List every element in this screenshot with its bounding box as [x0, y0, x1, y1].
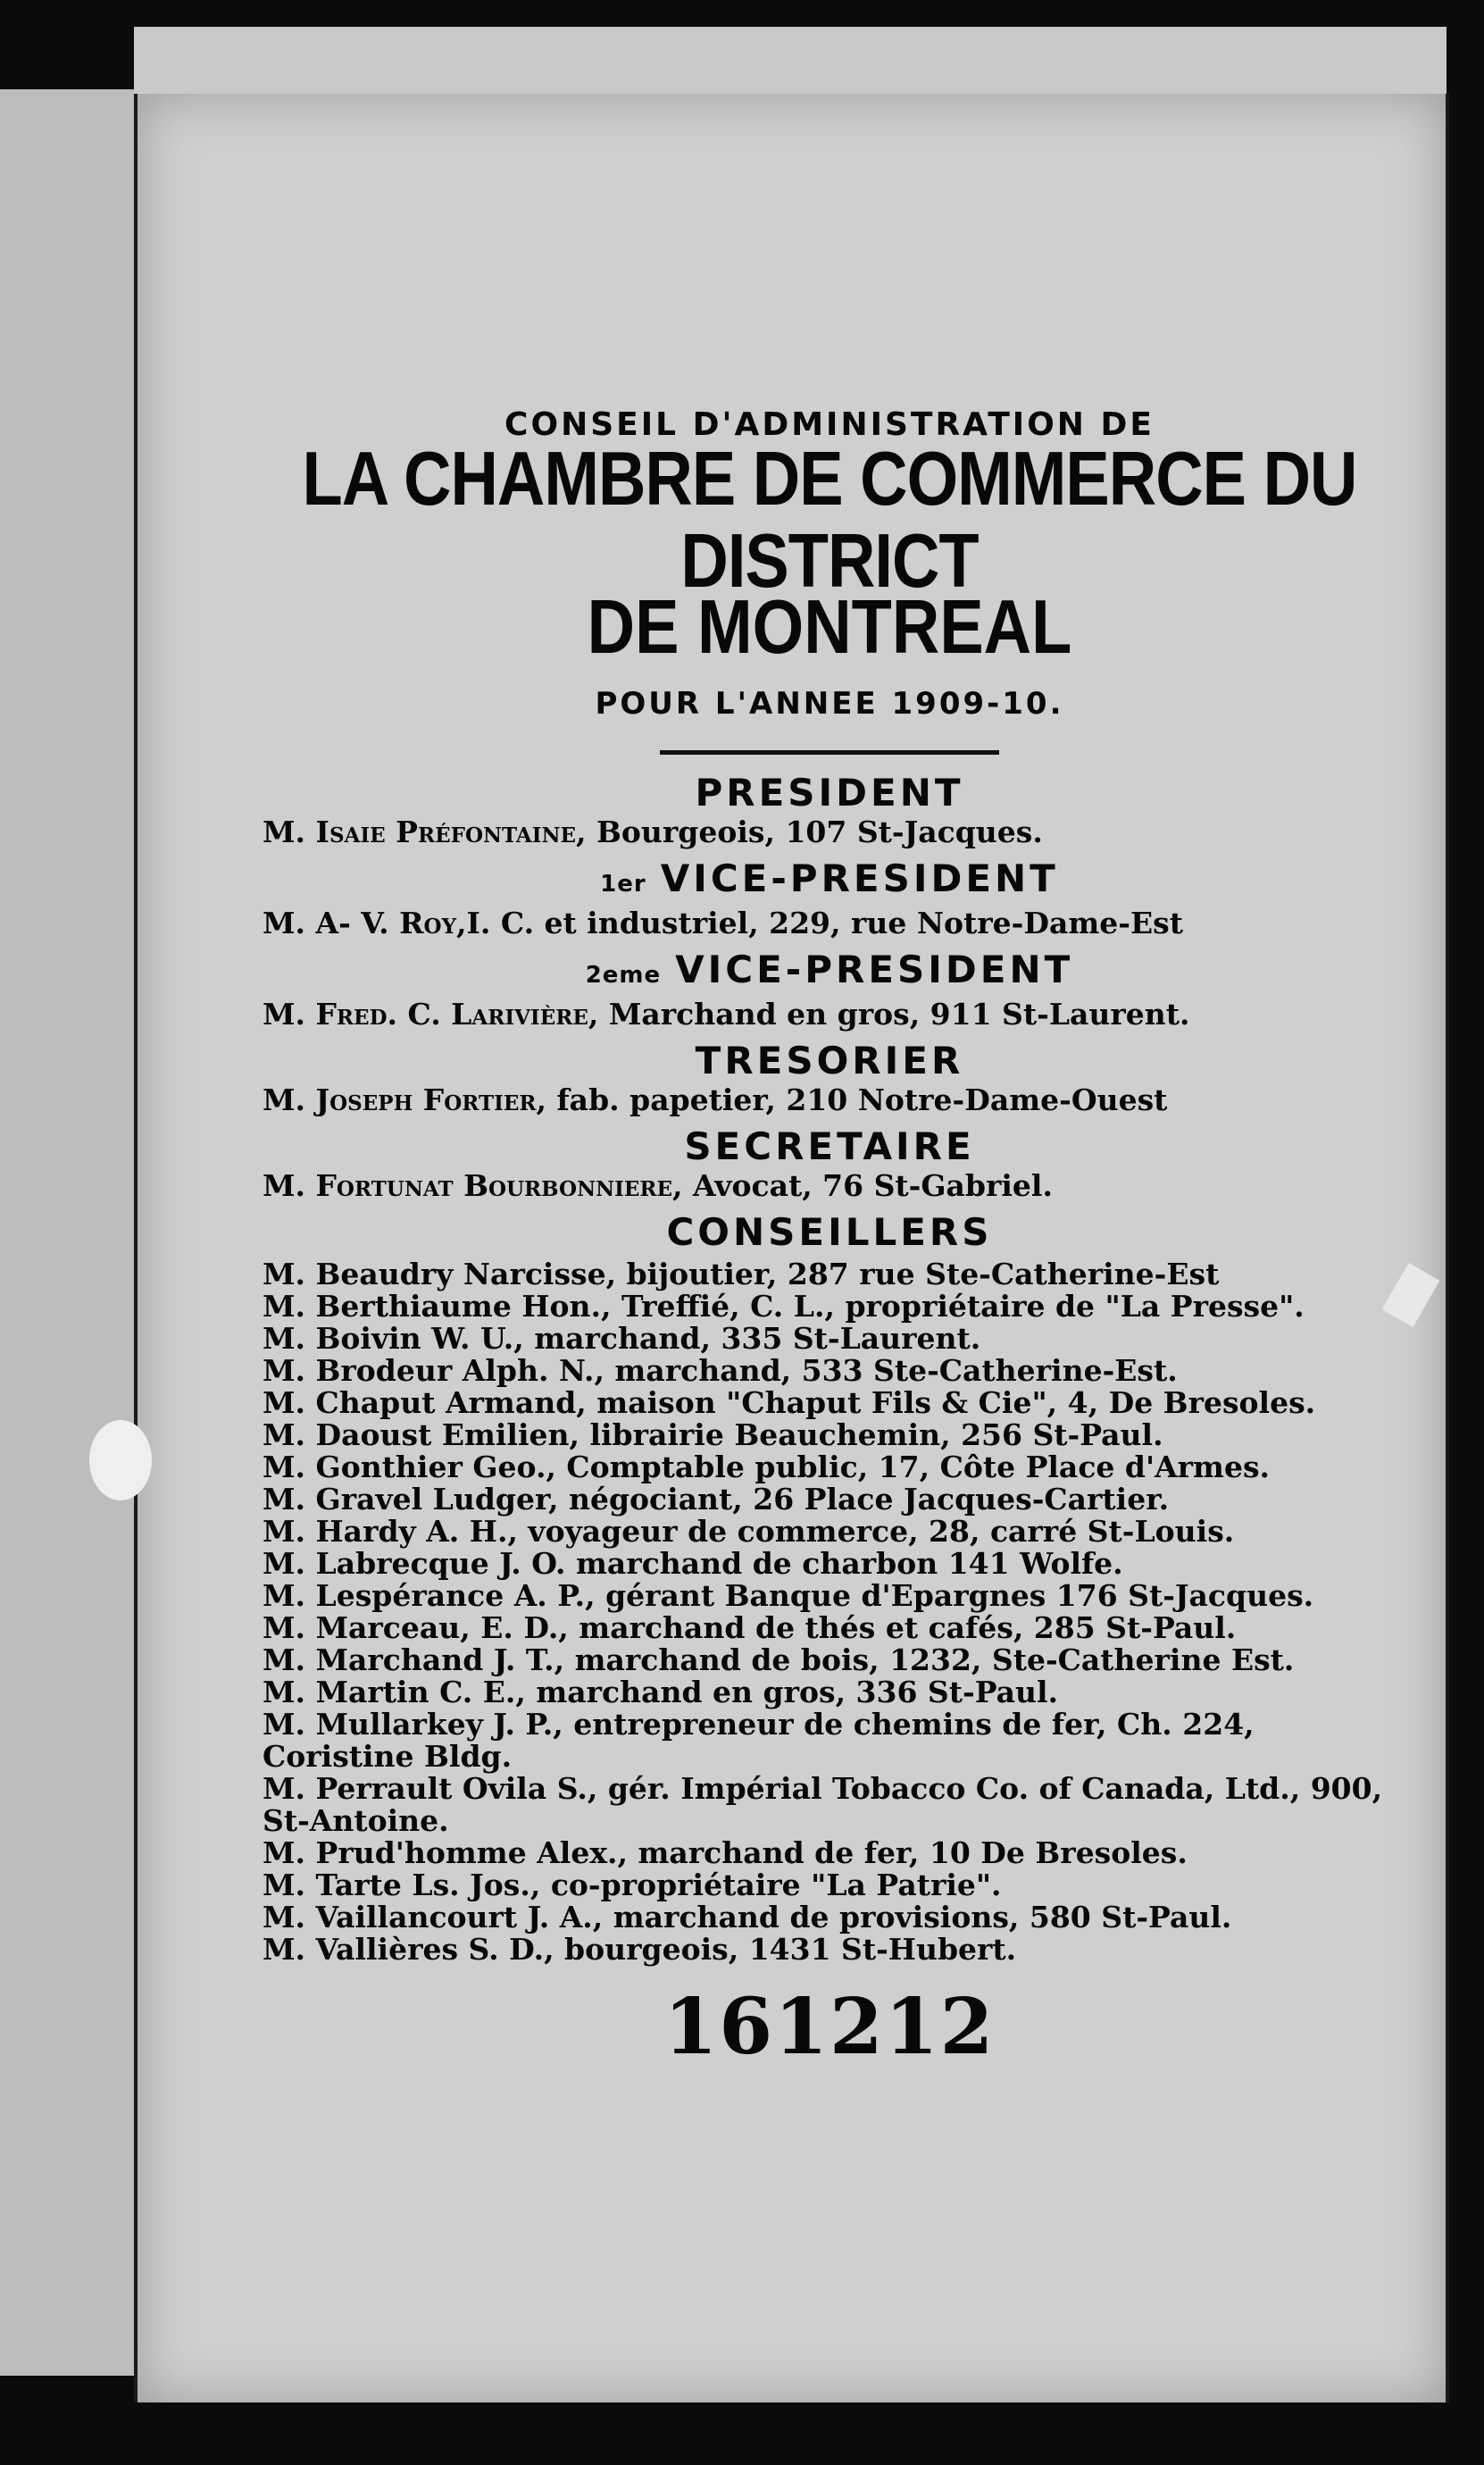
section-prefix: 2eme	[585, 962, 662, 989]
officer-name: M. A- V. Roy,	[263, 906, 467, 940]
list-item: M. Tarte Ls. Jos., co-propriétaire "La Patrie".	[263, 1868, 1002, 1902]
officer-block-president	[263, 771, 1396, 849]
section-title: TRESORIER	[695, 1039, 964, 1082]
officer-name: M. Joseph Fortier,	[263, 1082, 546, 1117]
officer-entry	[263, 815, 1396, 849]
list-item: M. Lespérance A. P., gérant Banque d'Epargnes 176 St-Jacques.	[263, 1578, 1314, 1613]
page-content	[263, 290, 1396, 2072]
officer-block-vp1	[263, 856, 1396, 940]
title-line-2: DE MONTREAL	[587, 583, 1072, 670]
list-item: M. Marchand J. T., marchand de bois, 1232, Ste-Catherine Est.	[263, 1642, 1295, 1677]
officer-block-vp2	[263, 948, 1396, 1032]
list-item: M. Hardy A. H., voyageur de commerce, 28, carré St-Louis.	[263, 1514, 1235, 1549]
list-item: M. Berthiaume Hon., Treffié, C. L., propriétaire de "La Presse".	[263, 1289, 1305, 1324]
officer-name: M. Isaie Préfontaine,	[263, 815, 587, 849]
list-item: M. Gonthier Geo., Comptable public, 17, Côte Place d'Armes.	[263, 1450, 1271, 1484]
officer-detail: I. C. et industriel, 229, rue Notre-Dame-Est	[466, 906, 1183, 940]
list-item: M. Prud'homme Alex., marchand de fer, 10 De Bresoles.	[263, 1835, 1188, 1870]
officer-name: M. Fred. C. Larivière,	[263, 997, 599, 1032]
list-item: M. Perrault Ovila S., gér. Impérial Tobacco Co. of Canada, Ltd., 900, St-Antoine.	[263, 1771, 1383, 1838]
section-title: PRESIDENT	[695, 771, 964, 815]
councillors-heading: CONSEILLERS	[666, 1210, 993, 1254]
officer-entry	[263, 1083, 1396, 1117]
archive-stamp-number: 161212	[663, 1982, 996, 2072]
section-prefix: 1er	[600, 871, 646, 898]
document-page	[134, 94, 1449, 2402]
header-kicker: CONSEIL D'ADMINISTRATION DE	[504, 406, 1155, 443]
officer-detail: Avocat, 76 St-Gabriel.	[682, 1168, 1053, 1203]
officer-detail: fab. papetier, 210 Notre-Dame-Ouest	[546, 1082, 1168, 1117]
list-item: M. Boivin W. U., marchand, 335 St-Laurent.	[263, 1321, 981, 1356]
divider-rule	[660, 750, 999, 755]
officer-name: M. Fortunat Bourbonniere,	[263, 1168, 683, 1203]
section-title: SECRETAIRE	[684, 1124, 975, 1168]
list-item: M. Brodeur Alph. N., marchand, 533 Ste-Catherine-Est.	[263, 1353, 1178, 1388]
officer-entry	[263, 1169, 1396, 1203]
section-heading	[263, 1039, 1396, 1083]
section-heading	[263, 1124, 1396, 1169]
officer-entry	[263, 998, 1396, 1032]
section-heading	[263, 948, 1396, 998]
list-item: M. Daoust Emilien, librairie Beauchemin, 256 St-Paul.	[263, 1417, 1163, 1452]
officer-block-treasurer	[263, 1039, 1396, 1117]
list-item: M. Labrecque J. O. marchand de charbon 141 Wolfe.	[263, 1546, 1123, 1581]
section-title: VICE-PRESIDENT	[660, 856, 1059, 900]
title-line-1: LA CHAMBRE DE COMMERCE DU DISTRICT	[302, 435, 1357, 604]
year-line: POUR L'ANNEE 1909-10.	[595, 686, 1064, 722]
officer-detail: Marchand en gros, 911 St-Laurent.	[598, 997, 1190, 1032]
facing-page-edge	[0, 89, 137, 2376]
list-item: M. Chaput Armand, maison "Chaput Fils & Cie", 4, De Bresoles.	[263, 1385, 1316, 1420]
section-heading	[263, 771, 1396, 815]
officer-detail: Bourgeois, 107 St-Jacques.	[586, 815, 1043, 849]
councillors-list	[263, 1258, 1396, 1966]
list-item: M. Vaillancourt J. A., marchand de provisions, 580 St-Paul.	[263, 1900, 1232, 1934]
section-title: VICE-PRESIDENT	[675, 948, 1074, 991]
officer-entry	[263, 907, 1396, 940]
list-item: M. Martin C. E., marchand en gros, 336 St-Paul.	[263, 1675, 1059, 1709]
list-item: M. Beaudry Narcisse, bijoutier, 287 rue Ste-Catherine-Est	[263, 1257, 1220, 1291]
officer-block-secretary	[263, 1124, 1396, 1203]
list-item: M. Gravel Ludger, négociant, 26 Place Jacques-Cartier.	[263, 1482, 1170, 1517]
section-heading	[263, 856, 1396, 907]
list-item: M. Vallières S. D., bourgeois, 1431 St-Hubert.	[263, 1932, 1017, 1967]
list-item: M. Marceau, E. D., marchand de thés et cafés, 285 St-Paul.	[263, 1610, 1237, 1645]
list-item: M. Mullarkey J. P., entrepreneur de chemins de fer, Ch. 224, Coristine Bldg.	[263, 1707, 1255, 1774]
scan-blemish	[89, 1420, 152, 1500]
